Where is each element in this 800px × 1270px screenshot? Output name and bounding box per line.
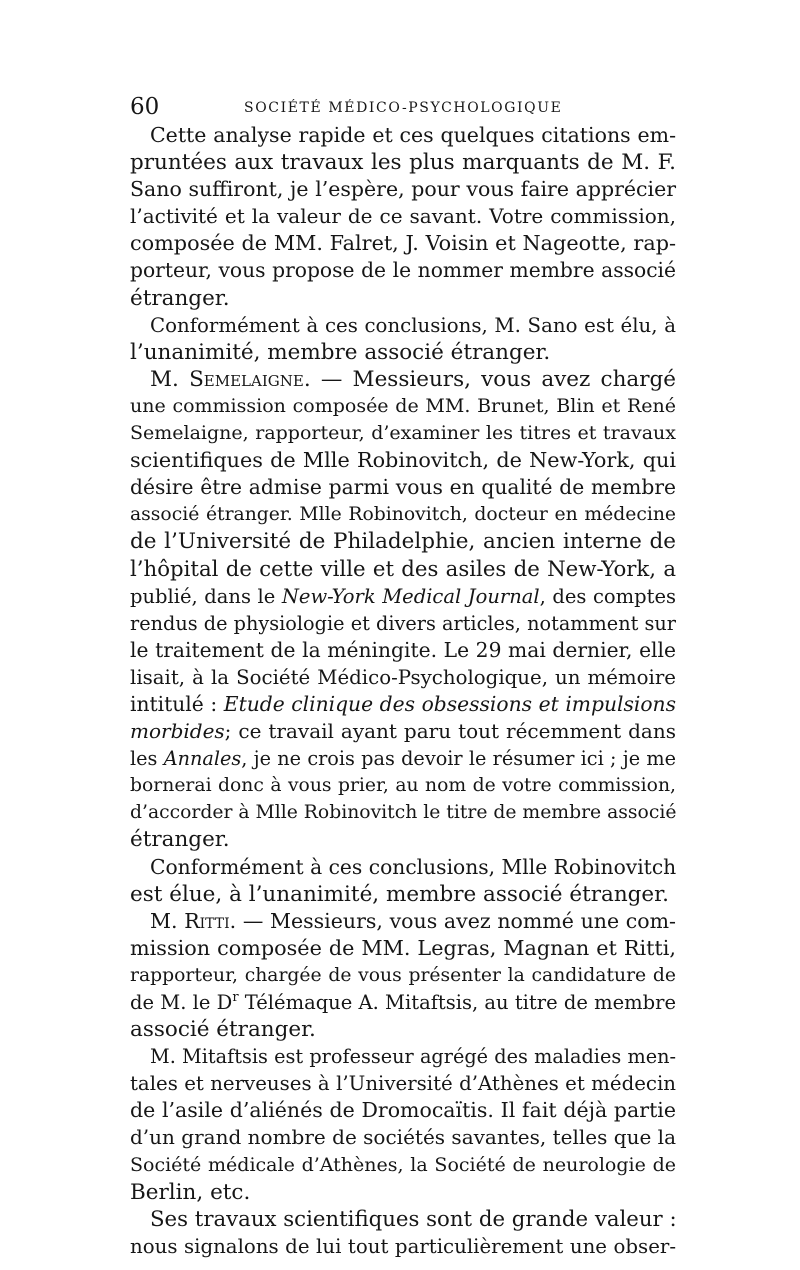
text-line: Conformément à ces conclusions, M. Sano est élu, à xyxy=(150,313,676,337)
text-line: est élue, à l’unanimité, membre associé étranger. xyxy=(130,881,669,907)
text-line: l’unanimité, membre associé étranger. xyxy=(130,339,551,365)
text-line: composée de MM. Falret, J. Voisin et Nageotte, rap- xyxy=(130,231,676,256)
paragraph-election-robinovitch xyxy=(130,854,676,908)
text-line: pruntées aux travaux les plus marquants de M. F. xyxy=(130,150,676,176)
memoir-title: Etude clinique des obsessions et impulsions xyxy=(223,691,676,716)
text-line: Conformément à ces conclusions, Mlle Robinovitch xyxy=(150,854,677,879)
paragraph-mitaftsis xyxy=(130,1043,676,1206)
text-line: rendus de physiologie et divers articles, notamment sur xyxy=(130,611,676,635)
text-line: M. Mitaftsis est professeur agrégé des maladies men- xyxy=(150,1045,676,1069)
text-line: associé étranger. Mlle Robinovitch, docteur en médecine xyxy=(130,504,676,526)
text-line: Semelaigne, rapporteur, d’examiner les titres et travaux xyxy=(130,422,676,445)
speaker-name: Semelaigne xyxy=(189,366,304,392)
text-line: d’un grand nombre de sociétés savantes, telles que la xyxy=(130,1125,676,1150)
text-run: ; ce travail ayant paru tout récemment dans xyxy=(224,719,676,744)
paragraph-election-sano xyxy=(130,312,676,366)
text-run: de M. le D xyxy=(130,991,233,1014)
text-line: Ses travaux scientifiques sont de grande valeur : xyxy=(150,1206,677,1232)
paragraph-semelaigne-report xyxy=(130,366,676,854)
text-run: , des comptes xyxy=(539,584,676,608)
text-line: Sano suffiront, je l’espère, pour vous faire apprécier xyxy=(130,177,676,202)
journal-title: New-York Medical Journal xyxy=(281,584,540,608)
text-run: publié, dans le xyxy=(130,584,276,608)
text-line: Berlin, etc. xyxy=(130,1179,251,1205)
text-line: désire être admise parmi vous en qualité de membre xyxy=(130,475,676,500)
text-run: . — Messieurs, vous avez chargé xyxy=(303,366,676,392)
superscript: r xyxy=(232,990,239,1005)
text-line xyxy=(130,745,676,772)
text-line: tales et nerveuses à l’Université d’Athènes et médecin xyxy=(130,1072,676,1096)
text-line: Société médicale d’Athènes, la Société de neurologie de xyxy=(130,1153,676,1176)
text-line: porteur, vous propose de le nommer membre associé xyxy=(130,258,676,283)
text-line: l’activité et la valeur de ce savant. Votre commission, xyxy=(130,204,676,229)
page-number: 60 xyxy=(130,94,160,120)
body-text xyxy=(130,122,676,1260)
text-line: lisait, à la Société Médico-Psychologique, un mémoire xyxy=(130,665,676,689)
text-line xyxy=(130,989,676,1016)
text-line xyxy=(130,691,676,718)
text-run: Télémaque A. Mitaftsis, au titre de membre xyxy=(238,991,676,1014)
text-line: nous signalons de lui tout particulièrement une obser- xyxy=(130,1234,676,1258)
text-line: de l’Université de Philadelphie, ancien interne de xyxy=(130,529,676,555)
text-line: l’hôpital de cette ville et des asiles de New-York, a xyxy=(130,556,676,582)
text-line: scientifiques de Mlle Robinovitch, de New-York, qui xyxy=(130,448,676,473)
speaker-prefix: M. xyxy=(150,366,179,392)
text-run: . — Messieurs, vous avez nommé une com- xyxy=(229,908,676,933)
text-line xyxy=(130,583,676,610)
text-line: le traitement de la méningite. Le 29 mai dernier, elle xyxy=(130,637,676,662)
text-line: une commission composée de MM. Brunet, Blin et René xyxy=(130,394,676,417)
text-line: mission composée de MM. Legras, Magnan et Ritti, xyxy=(130,935,676,960)
running-head: SOCIÉTÉ MÉDICO-PSYCHOLOGIQUE xyxy=(244,100,563,116)
paragraph-ritti-report xyxy=(130,908,676,1043)
page-header xyxy=(0,92,800,122)
text-line xyxy=(130,366,676,393)
paragraph-travaux xyxy=(130,1206,676,1260)
text-run: les xyxy=(130,747,158,771)
text-line: d’accorder à Mlle Robinovitch le titre de membre associé xyxy=(130,802,677,824)
paragraph-commission-sano xyxy=(130,122,676,312)
text-run: , je ne crois pas devoir le résumer ici ; je me xyxy=(241,747,676,771)
annales-title: Annales xyxy=(163,747,242,771)
speaker-name: Ritti xyxy=(184,908,230,933)
memoir-title-end: morbides xyxy=(130,719,225,744)
text-line xyxy=(130,718,676,745)
text-line: associé étranger. xyxy=(130,1017,316,1043)
speaker-prefix: M. xyxy=(150,908,178,933)
text-line: bornerai donc à vous prier, au nom de votre commission, xyxy=(130,775,676,797)
text-line xyxy=(130,908,676,935)
text-line: Cette analyse rapide et ces quelques citations em- xyxy=(150,123,676,147)
text-line: de l’asile d’aliénés de Dromocaïtis. Il fait déjà partie xyxy=(130,1098,676,1123)
text-line: étranger. xyxy=(130,827,230,853)
text-line: étranger. xyxy=(130,285,230,311)
text-line: rapporteur, chargée de vous présenter la candidature de xyxy=(130,964,676,986)
text-run: intitulé : xyxy=(130,691,218,716)
